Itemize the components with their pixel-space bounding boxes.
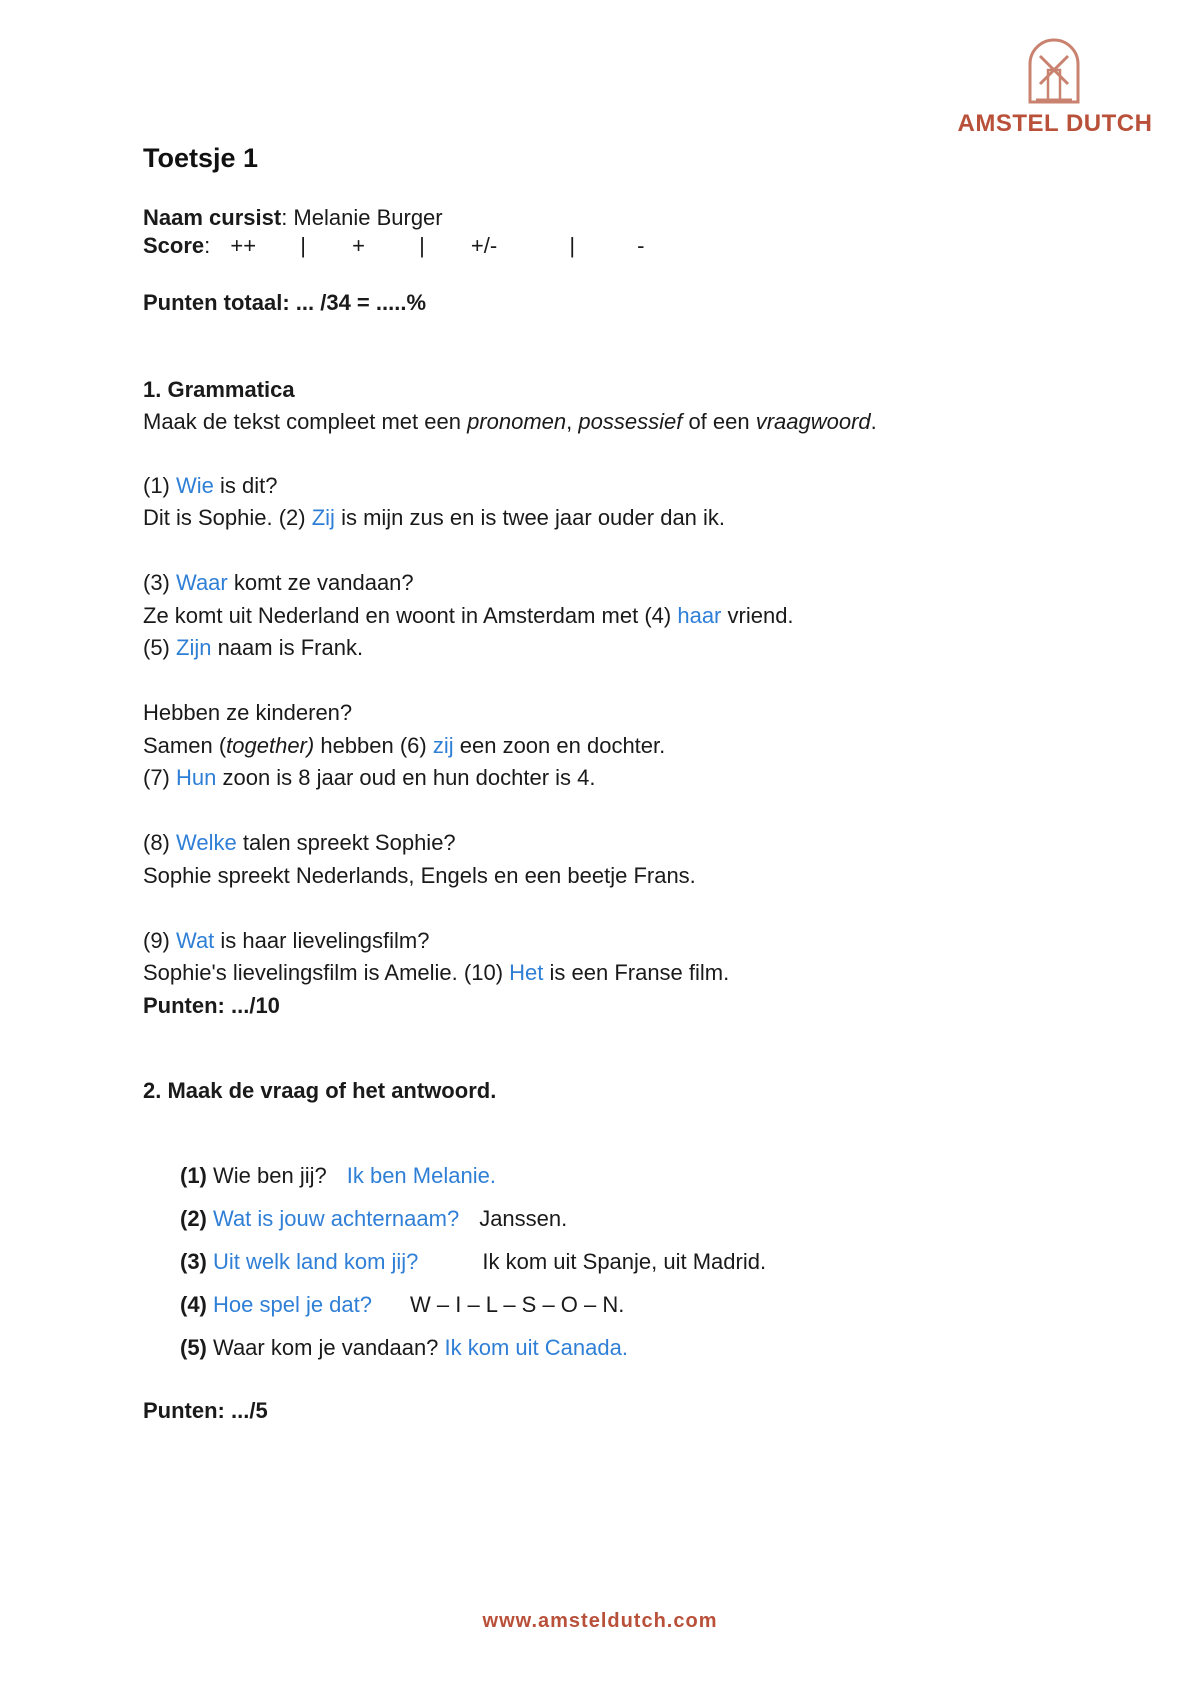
answer[interactable]: Hoe spel je dat? [206, 1292, 372, 1317]
exercise-line-2: Dit is Sophie. (2) Zij is mijn zus en is twee jaar ouder dan ik. [143, 505, 726, 530]
list-item: (5) Waar kom je vandaan? Ik kom uit Canada. [180, 1335, 628, 1360]
score-option[interactable]: - [637, 233, 645, 258]
score-option[interactable]: +/- [470, 233, 498, 258]
brand-name: AMSTEL DUTCH [957, 110, 1153, 137]
answer-10[interactable]: Het [509, 960, 544, 985]
score-label: Score [143, 233, 205, 258]
score-separator: | [569, 233, 576, 258]
answer-2[interactable]: Zij [311, 505, 335, 530]
page-title: Toetsje 1 [143, 143, 259, 173]
student-name-line: Naam cursist: Melanie Burger [143, 205, 443, 230]
list-item: (4) Hoe spel je dat? W – I – L – S – O – N. [180, 1292, 625, 1317]
answer-4[interactable]: haar [677, 603, 722, 628]
answer[interactable]: Ik kom uit Canada. [444, 1335, 628, 1360]
footer-url[interactable]: www.amsteldutch.com [482, 1610, 718, 1632]
exercise-line-9: (8) Welke talen spreekt Sophie? [143, 830, 456, 855]
score-line: Score: ++ | + | +/- | - [143, 233, 645, 258]
student-label: Naam cursist [143, 205, 282, 230]
answer[interactable]: Uit welk land kom jij? [206, 1249, 419, 1274]
list-item: (3) Uit welk land kom jij? Ik kom uit Spanje, uit Madrid. [180, 1249, 767, 1274]
exercise-line-3: (3) Waar komt ze vandaan? [143, 570, 414, 595]
section1-heading: 1. Grammatica [143, 377, 295, 402]
exercise-line-8: (7) Hun zoon is 8 jaar oud en hun dochter is 4. [143, 765, 596, 790]
section2-points: Punten: .../5 [143, 1398, 268, 1423]
points-total: Punten totaal: ... /34 = .....% [143, 290, 427, 315]
answer[interactable]: Wat is jouw achternaam? [206, 1206, 460, 1231]
score-option[interactable]: ++ [230, 233, 257, 258]
answer-1[interactable]: Wie [176, 473, 214, 498]
exercise-line-10: Sophie spreekt Nederlands, Engels en een beetje Frans. [143, 863, 696, 888]
answer-5[interactable]: Zijn [176, 635, 212, 660]
student-name: Melanie Burger [293, 205, 443, 230]
brand-logo [955, 36, 1155, 138]
answer-7[interactable]: Hun [176, 765, 217, 790]
section1-instruction: Maak de tekst compleet met een pronomen, possessief of een vraagwoord. [143, 409, 877, 434]
score-separator: | [300, 233, 306, 258]
answer-9[interactable]: Wat [176, 928, 215, 953]
section1-points: Punten: .../10 [143, 993, 280, 1018]
windmill-icon [1026, 36, 1082, 104]
answer-8[interactable]: Welke [176, 830, 237, 855]
exercise-line-4: Ze komt uit Nederland en woont in Amsterdam met (4) haar vriend. [143, 603, 794, 628]
exercise-line-12: Sophie's lievelingsfilm is Amelie. (10) Het is een Franse film. [143, 960, 730, 985]
section2-heading: 2. Maak de vraag of het antwoord. [143, 1078, 497, 1103]
answer[interactable]: Ik ben Melanie. [346, 1163, 496, 1188]
exercise-line-5: (5) Zijn naam is Frank. [143, 635, 364, 660]
exercise-line-7: Samen (together) hebben (6) zij een zoon en dochter. [143, 733, 666, 758]
exercise-line-6: Hebben ze kinderen? [143, 700, 353, 725]
answer-6[interactable]: zij [432, 733, 454, 758]
score-option[interactable]: + [352, 233, 365, 258]
list-item: (1) Wie ben jij? Ik ben Melanie. [180, 1163, 496, 1188]
list-item: (2) Wat is jouw achternaam? Janssen. [180, 1206, 568, 1231]
exercise-line-1: (1) Wie is dit? [143, 473, 278, 498]
score-separator: | [419, 233, 425, 258]
exercise-line-11: (9) Wat is haar lievelingsfilm? [143, 928, 430, 953]
answer-3[interactable]: Waar [176, 570, 228, 595]
